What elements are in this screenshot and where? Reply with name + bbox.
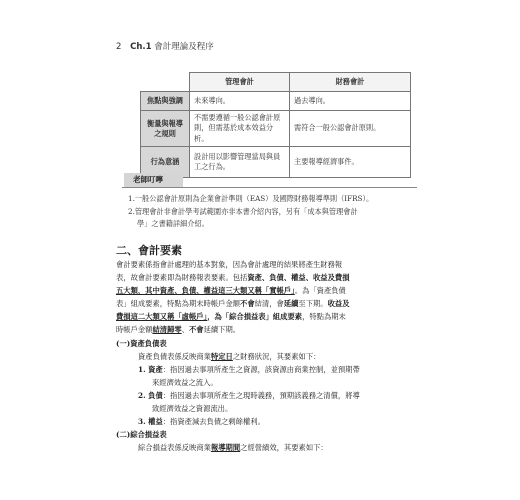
note-item-2-cont: 學」之書籍詳細介紹。 [137, 219, 209, 228]
cell-management: 不需要遵循一般公認會計原則，但需基於成本效益分析。 [190, 111, 290, 147]
list-item: 1. 資產：指因過去事項所產生之資源，該資源由商業控制，並預期帶 [138, 364, 360, 374]
column-header-management: 管理會計 [190, 73, 290, 92]
paragraph-line: 時帳戶金額結清歸零、不會延續下期。 [116, 325, 241, 335]
table-row [141, 92, 411, 111]
row-label: 行為意涵 [141, 147, 190, 178]
page-number: 2 [116, 42, 122, 52]
section-title: 二、會計要素 [116, 244, 182, 257]
paragraph-line: 會計要素係指會計處理的基本對象，因為會計處理的結果將產生財務報 [116, 260, 343, 269]
chapter-title: 會計理論及程序 [154, 42, 214, 52]
cell-management: 設計用以影響管理當局與員工之行為。 [190, 147, 290, 178]
paragraph-line: 費損這二大類又稱「虛帳戶」，為「綜合損益表」組成要素，特點為期末 [116, 312, 346, 322]
note-item-2: 2.管理會計非會計學考試範圍亦非本書介紹內容，另有「成本與管理會計 [128, 206, 358, 216]
list-item-cont: 來經濟效益之流入。 [152, 377, 218, 387]
teacher-note-body [128, 193, 417, 231]
paragraph-line: 資產負債表係反映商業特定日之財務狀況，其要素如下： [138, 351, 321, 361]
subsection-title-income-statement: (二)綜合損益表 [116, 430, 167, 440]
emphasis: 資產、負債、權益、收益及費損 [247, 273, 350, 283]
section-body [116, 258, 416, 454]
table-corner-cell [141, 73, 190, 92]
column-header-financial: 財務會計 [290, 73, 411, 92]
cell-financial: 過去導向。 [290, 92, 411, 111]
page-header [116, 40, 214, 52]
subsection-title-balance-sheet: (一)資產負債表 [116, 338, 167, 348]
cell-management: 未來導向。 [190, 92, 290, 111]
paragraph-line: 綜合損益表係反映商業報導期間之經營績效，其要素如下： [138, 443, 328, 453]
paragraph-line: 表」組成要素，特點為期末時帳戶金額不會結清，會延續至下期。收益及 [116, 299, 350, 309]
emphasis-underline: 五大類，其中資產、負債、權益這三大類又稱「實帳戶」 [116, 286, 295, 296]
paragraph-line: 五大類，其中資產、負債、權益這三大類又稱「實帳戶」。為「資產負債 [116, 286, 346, 296]
table-row [141, 111, 411, 147]
teacher-note-tag: 老師叮嚀 [124, 173, 183, 187]
row-label: 焦點與強調 [141, 92, 190, 111]
list-item-cont: 致經濟效益之資源流出。 [152, 404, 233, 414]
list-item: 2. 負債：指因過去事項所產生之現時義務，預期該義務之清償，將導 [138, 390, 360, 400]
note-item-1: 1.一般公認會計原則為企業會計準則（EAS）及國際財務報導準則（IFRS）。 [128, 194, 374, 203]
cell-financial: 需符合一般公認會計原則。 [290, 111, 411, 147]
chapter-number: Ch.1 [130, 42, 152, 52]
paragraph-line: 表，故會計要素即為財務報表要素。包括資產、負債、權益、收益及費損 [116, 273, 350, 283]
cell-financial: 主要報導經濟事件。 [290, 147, 411, 178]
comparison-table [140, 72, 411, 178]
row-label: 衡量與報導之規則 [141, 111, 190, 147]
note-divider [122, 187, 417, 188]
list-item: 3. 權益：指資產減去負債之剩餘權利。 [138, 417, 265, 427]
